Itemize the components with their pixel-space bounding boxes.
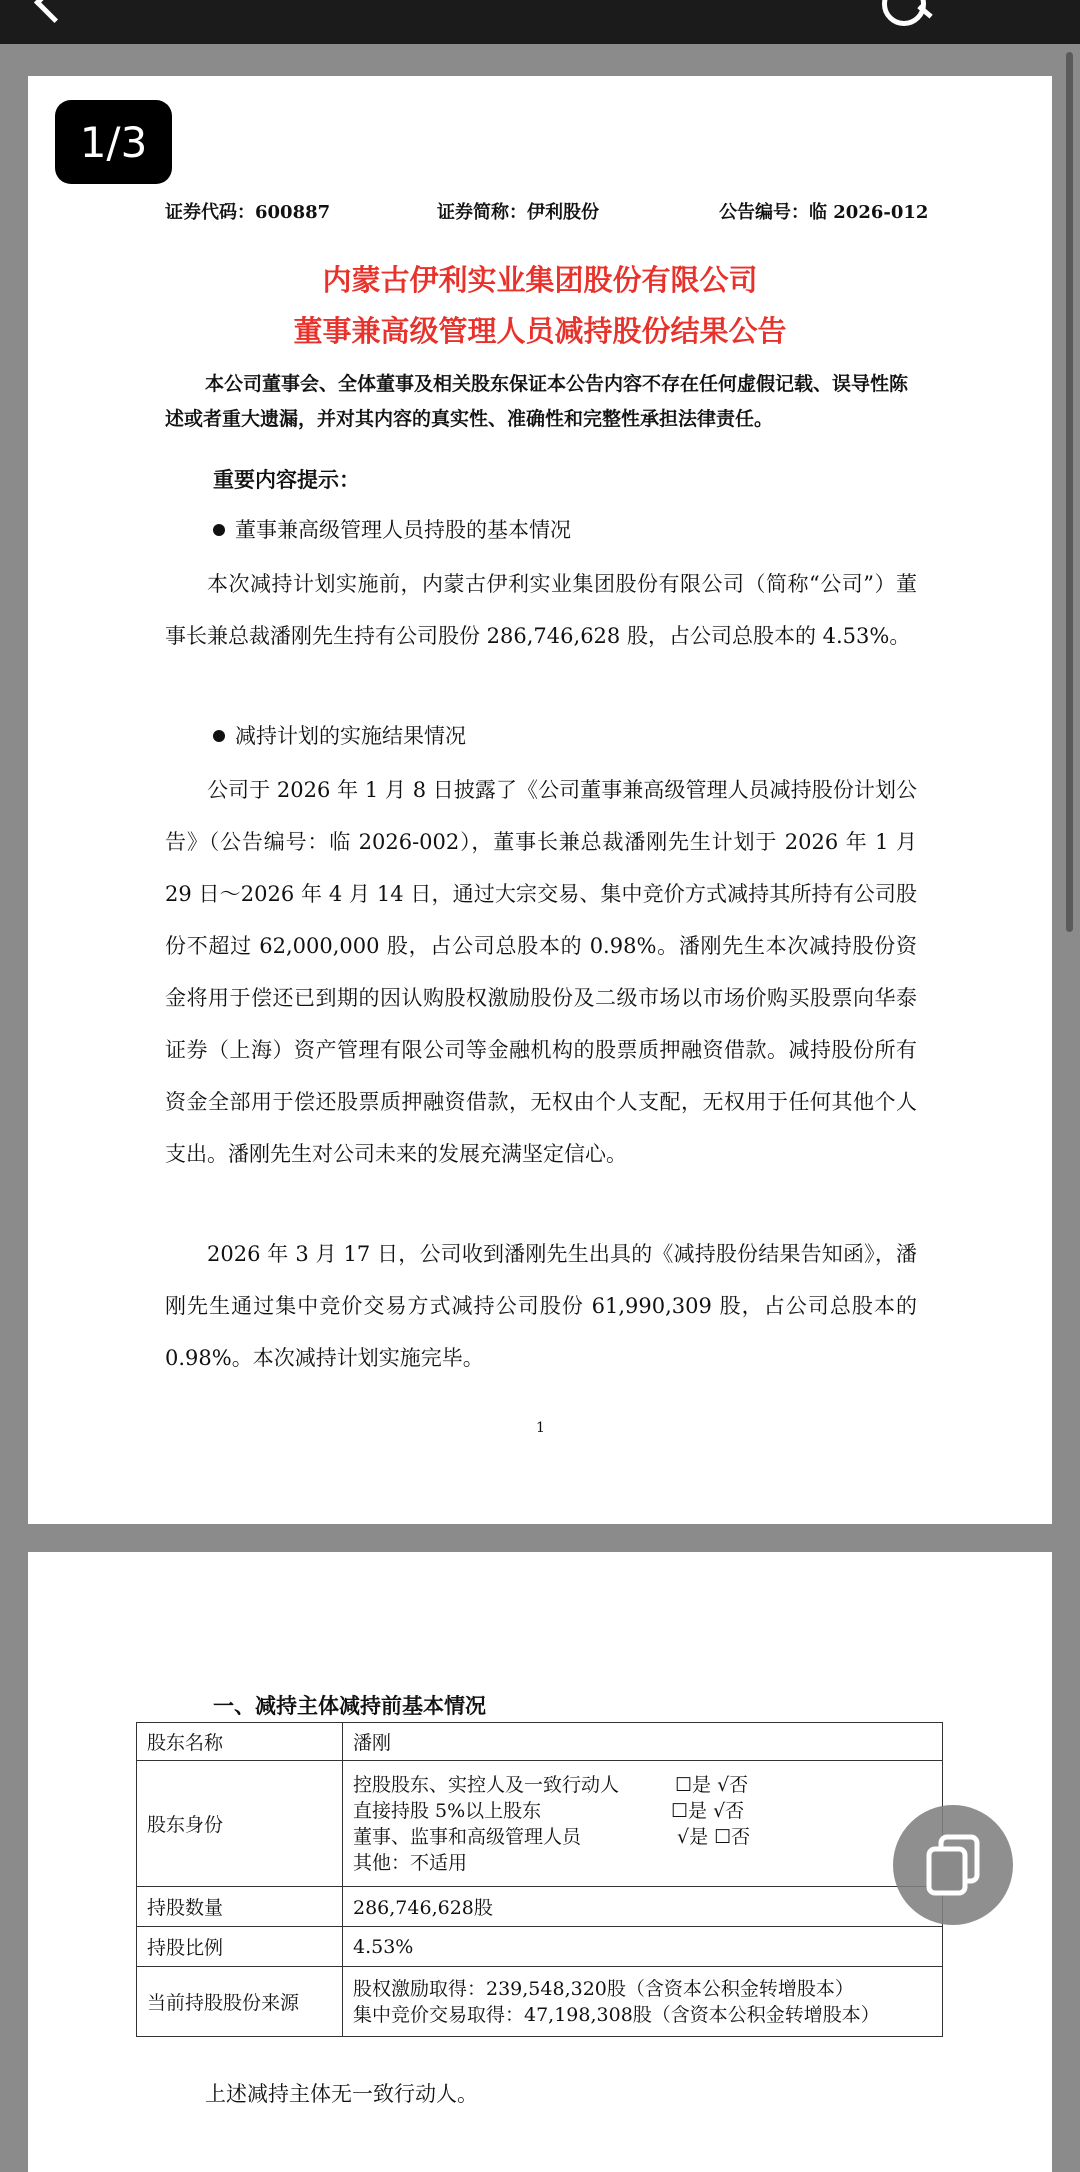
identity-line — [353, 1824, 932, 1850]
document-title-line-2: 董事兼高级管理人员减持股份结果公告 — [293, 314, 787, 348]
table-row — [137, 1887, 943, 1927]
key-content-heading: 重要内容提示： — [213, 467, 360, 492]
paragraph-1: 本次减持计划实施前，内蒙古伊利实业集团股份有限公司（简称“公司”）董事长兼总裁潘刚先生持有公司股份 286,746,628 股，占公司总股本的 4.53%。 — [165, 572, 917, 648]
identity-line — [353, 1772, 932, 1798]
identity-line — [353, 1850, 932, 1876]
source-line: 集中竞价交易取得：47,198,308股（含资本公积金转增股本） — [353, 2003, 880, 2026]
identity-text: 其他：不适用 — [353, 1851, 468, 1874]
table-label: 当前持股股份来源 — [137, 1967, 343, 2037]
bullet-icon — [213, 730, 225, 742]
page-indicator: 1/3 — [55, 100, 172, 184]
identity-checkbox: √是 ☐否 — [677, 1825, 751, 1848]
table-row — [137, 1927, 943, 1967]
section-title: 一、减持主体减持前基本情况 — [213, 1693, 486, 1718]
copy-icon — [923, 1833, 983, 1897]
paragraph-3: 2026 年 3 月 17 日，公司收到潘刚先生出具的《减持股份结果告知函》，潘刚先生通过集中竞价交易方式减持公司股份 61,990,309 股，占公司总股本的 0.98%。本次减持计划实施完毕。 — [165, 1242, 917, 1370]
copy-button[interactable] — [893, 1805, 1013, 1925]
paragraph-2: 公司于 2026 年 1 月 8 日披露了《公司董事兼高级管理人员减持股份计划公告》（公告编号：临 2026-002），董事长兼总裁潘刚先生计划于 2026 年 1 月 29 日～2026 年 4 月 14 日，通过大宗交易、集中竞价方式减持其所持有公司股份不超过 62,000,000 股，占公司总股本的 0.98%。潘刚先生本次减持股份资金将用于偿还已到期的因认购股权激励股份及二级市场以市场价购买股票向华泰证券（上海）资产管理有限公司等金融机构的股票质押融资借款。减持股份所有资金全部用于偿还股票质押融资借款，无权由个人支配，无权用于任何其他个人支出。潘刚先生对公司未来的发展充满坚定信心。 — [165, 778, 917, 1166]
table-row — [137, 1723, 943, 1761]
table-label: 持股比例 — [137, 1927, 343, 1967]
identity-checkbox: ☐是 √否 — [675, 1773, 749, 1796]
bullet-item-2-text: 减持计划的实施结果情况 — [235, 724, 466, 748]
document-title-line-1: 内蒙古伊利实业集团股份有限公司 — [322, 263, 758, 297]
page-number: 1 — [536, 1420, 545, 1436]
chevron-left-icon[interactable] — [34, 0, 75, 23]
security-abbreviation: 证券简称：伊利股份 — [437, 202, 599, 223]
table-value: 286,746,628股 — [343, 1887, 943, 1927]
disclaimer-statement: 本公司董事会、全体董事及相关股东保证本公告内容不存在任何虚假记载、误导性陈述或者重大遗漏，并对其内容的真实性、准确性和完整性承担法律责任。 — [165, 373, 909, 430]
table-label: 股东身份 — [137, 1761, 343, 1887]
top-app-bar — [0, 0, 1080, 44]
identity-line — [353, 1798, 932, 1824]
table-label: 持股数量 — [137, 1887, 343, 1927]
table-row — [137, 1761, 943, 1887]
bullet-item-1 — [213, 514, 571, 544]
table-row — [137, 1967, 943, 2037]
identity-text: 控股股东、实控人及一致行动人 — [353, 1773, 620, 1796]
table-label: 股东名称 — [137, 1723, 343, 1761]
source-cell — [343, 1967, 943, 2037]
notice-number: 公告编号：临 2026-012 — [719, 202, 929, 223]
bullet-item-2 — [213, 720, 466, 750]
footnote: 上述减持主体无一致行动人。 — [205, 2082, 478, 2106]
scrollbar[interactable] — [1066, 52, 1073, 932]
identity-text: 董事、监事和高级管理人员 — [353, 1825, 582, 1848]
identity-cell — [343, 1761, 943, 1887]
search-icon[interactable] — [882, 0, 926, 26]
source-line: 股权激励取得：239,548,320股（含资本公积金转增股本） — [353, 1977, 854, 2000]
identity-checkbox: ☐是 √否 — [671, 1799, 745, 1822]
table-value: 潘刚 — [343, 1723, 943, 1761]
bullet-item-1-text: 董事兼高级管理人员持股的基本情况 — [235, 518, 571, 542]
shareholder-info-table — [136, 1722, 943, 2037]
table-value: 4.53% — [343, 1927, 943, 1967]
identity-text: 直接持股 5%以上股东 — [353, 1799, 542, 1822]
security-code: 证券代码：600887 — [165, 202, 331, 223]
bullet-icon — [213, 524, 225, 536]
